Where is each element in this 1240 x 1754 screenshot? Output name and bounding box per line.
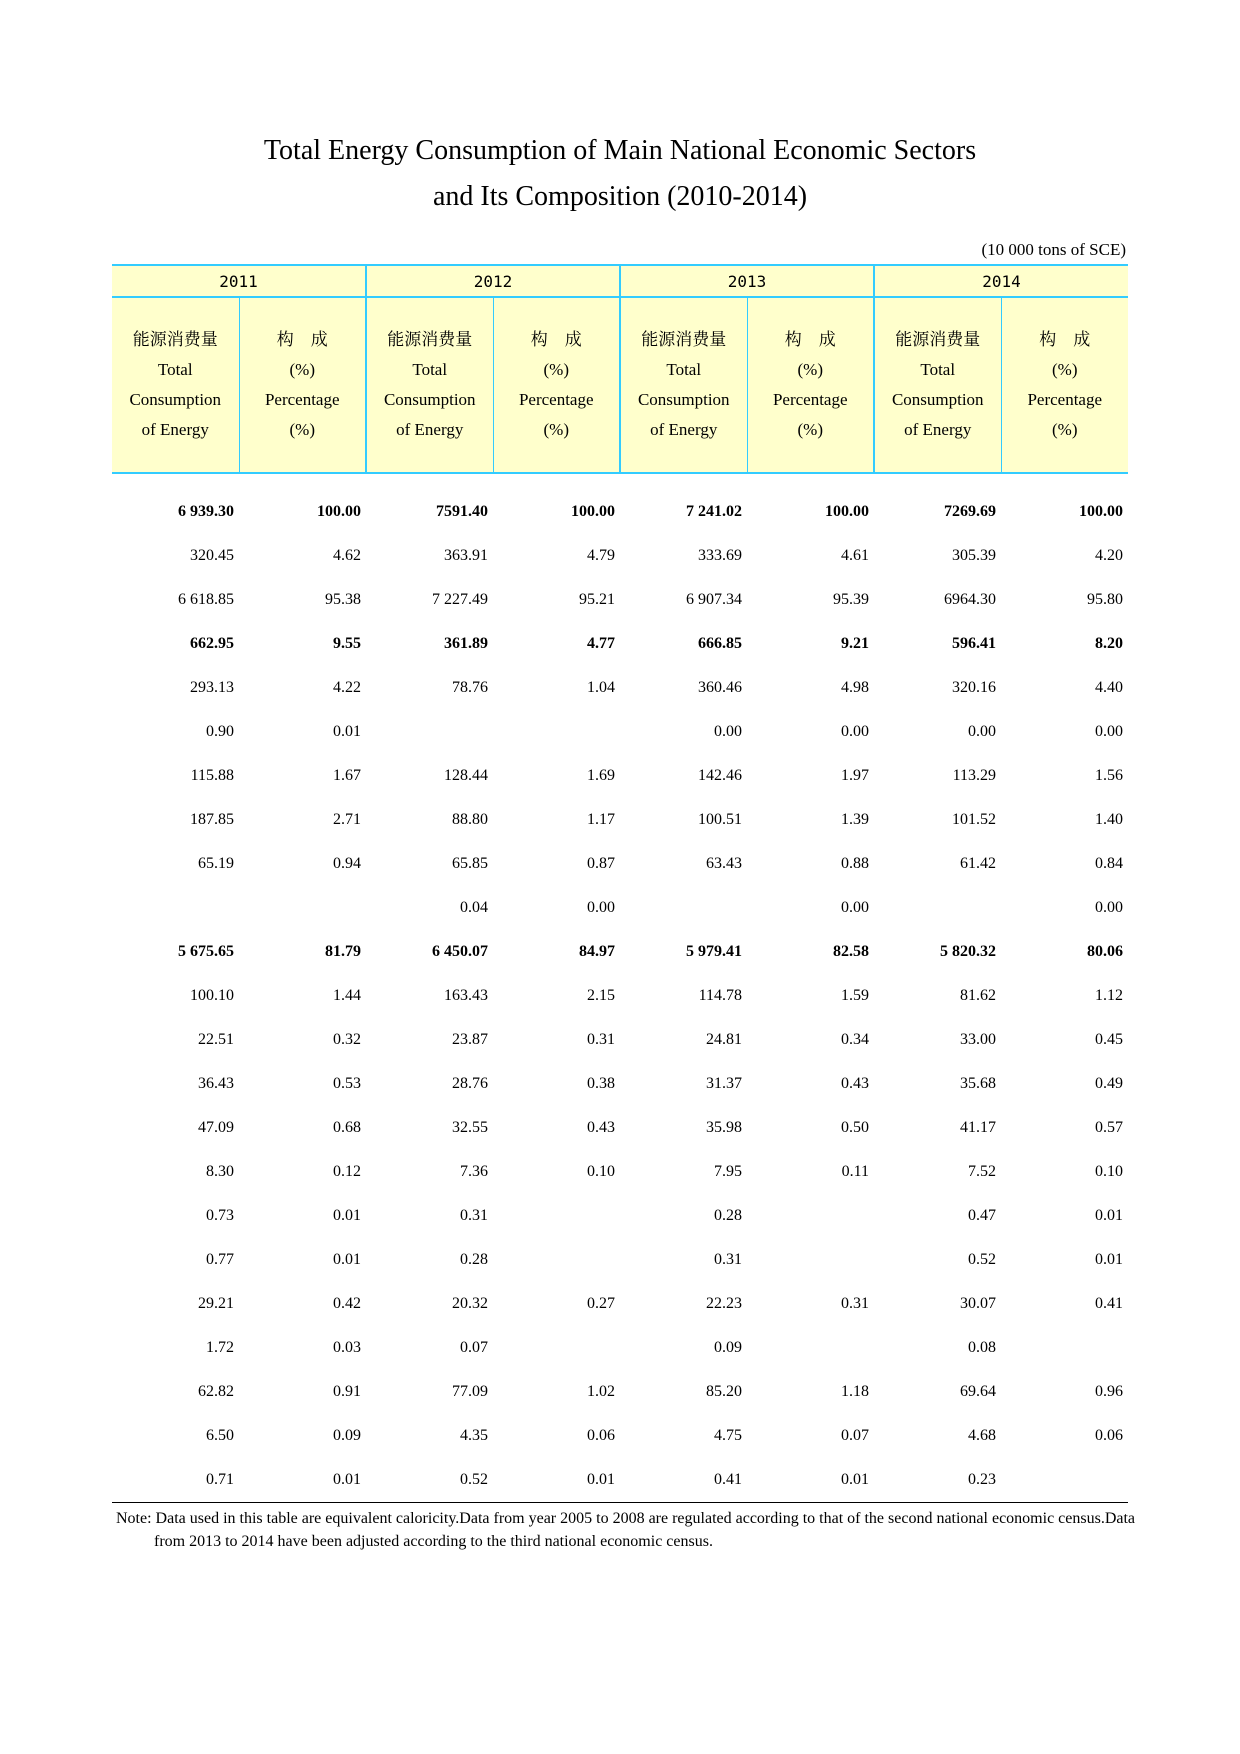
table-cell: 0.08 (968, 1339, 996, 1356)
col-header-line: Consumption (891, 390, 984, 409)
col-header-line: of Energy (396, 420, 464, 439)
table-row (112, 1194, 1128, 1238)
table-row (112, 1414, 1128, 1458)
table-cell: 62.82 (198, 1383, 234, 1400)
table-cell: 30.07 (960, 1295, 996, 1312)
col-header-line: Percentage (518, 390, 594, 409)
table-cell: 4.75 (714, 1427, 742, 1444)
table-cell: 0.09 (333, 1427, 361, 1444)
table-cell: 1.12 (1095, 987, 1123, 1004)
table-cell (620, 886, 747, 930)
table-cell: 7591.40 (436, 503, 488, 520)
table-cell: 0.87 (587, 855, 615, 872)
table-cell: 0.28 (714, 1207, 742, 1224)
table-cell: 4.61 (841, 547, 869, 564)
table-cell: 5 675.65 (178, 943, 234, 960)
year-header-2013: 2013 (620, 265, 874, 297)
col-header-line: Percentage (264, 390, 340, 409)
table-cell: 320.16 (952, 679, 996, 696)
table-cell: 7.95 (714, 1163, 742, 1180)
table-row (112, 534, 1128, 578)
table-cell: 4.40 (1095, 679, 1123, 696)
table-cell: 0.43 (841, 1075, 869, 1092)
table-cell: 4.77 (587, 635, 615, 652)
table-cell: 187.85 (190, 811, 234, 828)
table-cell: 0.96 (1095, 1383, 1123, 1400)
table-cell: 115.88 (190, 767, 234, 784)
table-cell: 128.44 (444, 767, 488, 784)
table-row (112, 1150, 1128, 1194)
table-cell: 0.84 (1095, 855, 1123, 872)
table-row (112, 1370, 1128, 1414)
col-header-line: 能源消费量 (387, 330, 473, 349)
table-cell: 1.04 (587, 679, 615, 696)
table-cell: 32.55 (452, 1119, 488, 1136)
col-header-percentage-2012 (493, 297, 620, 473)
table-body (112, 473, 1128, 1503)
table-cell: 0.01 (333, 723, 361, 740)
table-cell (493, 1326, 620, 1370)
col-header-line: (%) (289, 420, 315, 439)
table-cell: 0.01 (333, 1251, 361, 1268)
table-cell: 100.00 (1079, 503, 1123, 520)
table-cell (366, 710, 493, 754)
table-row (112, 754, 1128, 798)
table-cell: 0.28 (460, 1251, 488, 1268)
table-cell: 0.27 (587, 1295, 615, 1312)
table-row (112, 842, 1128, 886)
table-cell: 0.01 (493, 1458, 620, 1503)
col-header-consumption-2012 (366, 297, 493, 473)
table-row (112, 798, 1128, 842)
table-cell: 81.79 (325, 943, 361, 960)
table-row (112, 1018, 1128, 1062)
table-row (112, 1282, 1128, 1326)
table-cell: 0.11 (841, 1163, 869, 1180)
table-cell (747, 1326, 874, 1370)
table-cell: 0.06 (587, 1427, 615, 1444)
col-header-line: Consumption (129, 390, 222, 409)
table-cell: 142.46 (698, 767, 742, 784)
col-header-line: Consumption (383, 390, 476, 409)
year-header-2012: 2012 (366, 265, 620, 297)
table-cell: 662.95 (190, 635, 234, 652)
table-cell: 1.56 (1095, 767, 1123, 784)
table-cell: 320.45 (190, 547, 234, 564)
table-cell: 0.71 (112, 1458, 239, 1503)
col-header-line: Consumption (637, 390, 730, 409)
table-cell: 100.10 (190, 987, 234, 1004)
col-header-percentage-2014 (1001, 297, 1128, 473)
table-cell: 0.01 (1095, 1251, 1123, 1268)
col-header-line: (%) (543, 420, 569, 439)
table-cell: 100.00 (317, 503, 361, 520)
unit-label: (10 000 tons of SCE) (981, 240, 1126, 259)
table-row (112, 578, 1128, 622)
table-cell: 0.53 (333, 1075, 361, 1092)
col-header-percentage-2011 (239, 297, 366, 473)
table-cell: 1.97 (841, 767, 869, 784)
col-header-line: Percentage (772, 390, 848, 409)
energy-consumption-table (112, 264, 1128, 1503)
table-cell: 41.17 (960, 1119, 996, 1136)
col-header-consumption-2013 (620, 297, 747, 473)
table-row (112, 710, 1128, 754)
table-cell: 6 939.30 (178, 503, 234, 520)
table-cell: 9.55 (333, 635, 361, 652)
year-header-2014: 2014 (874, 265, 1128, 297)
col-header-line: Percentage (1027, 390, 1103, 409)
table-cell: 6964.30 (944, 591, 996, 608)
table-cell: 31.37 (706, 1075, 742, 1092)
table-cell: 9.21 (841, 635, 869, 652)
col-header-line: 能源消费量 (895, 330, 981, 349)
table-cell: 360.46 (698, 679, 742, 696)
col-header-line: (%) (1052, 360, 1078, 379)
table-cell (493, 1238, 620, 1282)
table-cell: 1.69 (587, 767, 615, 784)
table-cell: 6 450.07 (432, 943, 488, 960)
footnote (116, 1507, 1136, 1553)
table-cell: 0.31 (714, 1251, 742, 1268)
table-cell: 4.68 (968, 1427, 996, 1444)
table-cell: 0.41 (620, 1458, 747, 1503)
table-cell: 0.68 (333, 1119, 361, 1136)
table-cell: 0.00 (841, 899, 869, 916)
table-cell: 78.76 (452, 679, 488, 696)
table-cell: 0.09 (714, 1339, 742, 1356)
table-cell: 84.97 (579, 943, 615, 960)
table-cell: 0.01 (747, 1458, 874, 1503)
table-cell: 2.15 (587, 987, 615, 1004)
table-cell: 6 618.85 (178, 591, 234, 608)
table-row (112, 1326, 1128, 1370)
table-cell: 4.20 (1095, 547, 1123, 564)
table-cell: 0.94 (333, 855, 361, 872)
table-cell: 0.10 (587, 1163, 615, 1180)
table-row (112, 1106, 1128, 1150)
table-cell: 1.44 (333, 987, 361, 1004)
table-cell: 0.50 (841, 1119, 869, 1136)
table-row (112, 622, 1128, 666)
table-cell: 0.57 (1095, 1119, 1123, 1136)
table-cell: 7.36 (460, 1163, 488, 1180)
table-cell: 1.17 (587, 811, 615, 828)
table-cell: 7269.69 (944, 503, 996, 520)
table-cell: 305.39 (952, 547, 996, 564)
table-row (112, 1238, 1128, 1282)
table-cell: 95.21 (579, 591, 615, 608)
table-cell: 35.98 (706, 1119, 742, 1136)
table-cell: 81.62 (960, 987, 996, 1004)
table-cell: 8.30 (206, 1163, 234, 1180)
table-cell: 80.06 (1087, 943, 1123, 960)
col-header-line: 构 成 (276, 330, 328, 349)
table-cell: 0.32 (333, 1031, 361, 1048)
table-cell (493, 710, 620, 754)
table-cell: 0.01 (239, 1458, 366, 1503)
table-cell: 0.45 (1095, 1031, 1123, 1048)
table-cell: 1.67 (333, 767, 361, 784)
table-cell: 1.72 (206, 1339, 234, 1356)
table-cell: 7.52 (968, 1163, 996, 1180)
table-row (112, 974, 1128, 1018)
page-title-line-1: Total Energy Consumption of Main National Economic Sectors (263, 135, 977, 166)
table-cell: 7 241.02 (686, 503, 742, 520)
table-cell: 0.00 (1095, 723, 1123, 740)
col-header-line: 构 成 (1039, 330, 1091, 349)
table-cell: 0.47 (968, 1207, 996, 1224)
col-header-line: 能源消费量 (132, 330, 218, 349)
table-cell: 1.18 (841, 1383, 869, 1400)
col-header-line: Total (157, 360, 193, 379)
table-cell: 6 907.34 (686, 591, 742, 608)
table-cell (747, 1194, 874, 1238)
col-header-line: (%) (797, 420, 823, 439)
col-header-consumption-2011 (112, 297, 239, 473)
col-header-line: (%) (289, 360, 315, 379)
col-header-line: of Energy (650, 420, 718, 439)
year-header-row (112, 265, 1128, 297)
table-cell: 5 979.41 (686, 943, 742, 960)
table-cell: 0.49 (1095, 1075, 1123, 1092)
table-cell (112, 886, 239, 930)
table-cell: 1.40 (1095, 811, 1123, 828)
table-cell: 100.00 (571, 503, 615, 520)
table-cell: 101.52 (952, 811, 996, 828)
table-cell (239, 886, 366, 930)
table-cell: 0.01 (1095, 1207, 1123, 1224)
table-cell: 666.85 (698, 635, 742, 652)
table-cell: 65.85 (452, 855, 488, 872)
table-cell: 0.00 (714, 723, 742, 740)
table-cell: 4.22 (333, 679, 361, 696)
col-header-line: (%) (1052, 420, 1078, 439)
table-cell: 0.52 (968, 1251, 996, 1268)
table-cell: 88.80 (452, 811, 488, 828)
col-header-line: 能源消费量 (641, 330, 727, 349)
table-cell: 0.38 (587, 1075, 615, 1092)
table-cell: 33.00 (960, 1031, 996, 1048)
table-cell: 0.41 (1095, 1295, 1123, 1312)
col-header-line: 构 成 (784, 330, 836, 349)
table-cell: 69.64 (960, 1383, 996, 1400)
table-cell: 24.81 (706, 1031, 742, 1048)
header-spacer (112, 473, 1128, 490)
table-cell: 4.62 (333, 547, 361, 564)
table-cell: 0.07 (841, 1427, 869, 1444)
table-cell: 82.58 (833, 943, 869, 960)
table-cell (493, 1194, 620, 1238)
table-cell: 0.52 (366, 1458, 493, 1503)
table-cell: 7 227.49 (432, 591, 488, 608)
table-cell: 6.50 (206, 1427, 234, 1444)
table-cell: 363.91 (444, 547, 488, 564)
table-cell: 0.91 (333, 1383, 361, 1400)
table-cell: 0.00 (587, 899, 615, 916)
table-cell: 0.00 (841, 723, 869, 740)
table-cell: 65.19 (198, 855, 234, 872)
table-cell: 35.68 (960, 1075, 996, 1092)
table-cell: 163.43 (444, 987, 488, 1004)
table-cell: 100.00 (825, 503, 869, 520)
col-header-line: Total (412, 360, 448, 379)
table-cell: 0.12 (333, 1163, 361, 1180)
table-cell: 0.31 (460, 1207, 488, 1224)
col-header-consumption-2014 (874, 297, 1001, 473)
page-title-line-2: and Its Composition (2010-2014) (432, 181, 808, 212)
table-cell: 293.13 (190, 679, 234, 696)
table-cell: 4.79 (587, 547, 615, 564)
year-header-2011: 2011 (112, 265, 366, 297)
table-cell: 0.03 (333, 1339, 361, 1356)
table-cell: 4.35 (460, 1427, 488, 1444)
table-cell: 95.38 (325, 591, 361, 608)
table-cell (874, 886, 1001, 930)
table-cell: 0.43 (587, 1119, 615, 1136)
table-cell: 0.88 (841, 855, 869, 872)
table-cell: 0.01 (333, 1207, 361, 1224)
table-cell: 0.06 (1095, 1427, 1123, 1444)
table-row (112, 666, 1128, 710)
table-cell (747, 1238, 874, 1282)
table-cell: 100.51 (698, 811, 742, 828)
table-cell: 95.39 (833, 591, 869, 608)
col-header-line: of Energy (141, 420, 209, 439)
table-cell: 36.43 (198, 1075, 234, 1092)
column-header-row (112, 297, 1128, 473)
table-cell (1001, 1326, 1128, 1370)
table-cell: 28.76 (452, 1075, 488, 1092)
table-cell: 23.87 (452, 1031, 488, 1048)
table-cell: 596.41 (952, 635, 996, 652)
table-cell: 0.34 (841, 1031, 869, 1048)
table-cell: 0.42 (333, 1295, 361, 1312)
table-cell: 29.21 (198, 1295, 234, 1312)
table-row (112, 886, 1128, 930)
col-header-line: 构 成 (530, 330, 582, 349)
table-cell: 0.00 (968, 723, 996, 740)
table-cell: 2.71 (333, 811, 361, 828)
col-header-line: (%) (543, 360, 569, 379)
col-header-percentage-2013 (747, 297, 874, 473)
table-cell: 95.80 (1087, 591, 1123, 608)
table-cell: 0.07 (460, 1339, 488, 1356)
table-cell: 361.89 (444, 635, 488, 652)
col-header-line: Total (666, 360, 702, 379)
table-cell: 114.78 (698, 987, 742, 1004)
table-cell: 4.98 (841, 679, 869, 696)
table-cell: 47.09 (198, 1119, 234, 1136)
table-row (112, 930, 1128, 974)
col-header-line: of Energy (904, 420, 972, 439)
table-row (112, 490, 1128, 534)
col-header-line: Total (920, 360, 956, 379)
table-cell: 0.90 (206, 723, 234, 740)
table-cell: 77.09 (452, 1383, 488, 1400)
table-cell: 63.43 (706, 855, 742, 872)
table-cell: 85.20 (706, 1383, 742, 1400)
table-cell: 113.29 (952, 767, 996, 784)
table-cell: 1.39 (841, 811, 869, 828)
table-cell: 0.31 (841, 1295, 869, 1312)
table-cell: 0.00 (1095, 899, 1123, 916)
table-cell: 333.69 (698, 547, 742, 564)
table-cell: 0.31 (587, 1031, 615, 1048)
table-cell: 1.59 (841, 987, 869, 1004)
table-cell: 0.04 (460, 899, 488, 916)
table-cell: 0.10 (1095, 1163, 1123, 1180)
table-cell: 0.77 (206, 1251, 234, 1268)
table-cell: 0.23 (874, 1458, 1001, 1503)
table-cell: 8.20 (1095, 635, 1123, 652)
table-cell: 5 820.32 (940, 943, 996, 960)
footnote-line-1: Note: Data used in this table are equivalent caloricity.Data from year 2005 to 2008 are regulated according to that of the second national economic census.Data (116, 1510, 1136, 1527)
table-row (112, 1062, 1128, 1106)
table-cell: 1.02 (587, 1383, 615, 1400)
table-cell: 20.32 (452, 1295, 488, 1312)
table-row (112, 1458, 1128, 1503)
table-cell: 0.73 (206, 1207, 234, 1224)
col-header-line: (%) (797, 360, 823, 379)
table-cell: 22.51 (198, 1031, 234, 1048)
table-cell: 61.42 (960, 855, 996, 872)
footnote-line-2: from 2013 to 2014 have been adjusted according to the third national economic census. (154, 1533, 713, 1550)
table-cell: 22.23 (706, 1295, 742, 1312)
table-cell (1001, 1458, 1128, 1503)
